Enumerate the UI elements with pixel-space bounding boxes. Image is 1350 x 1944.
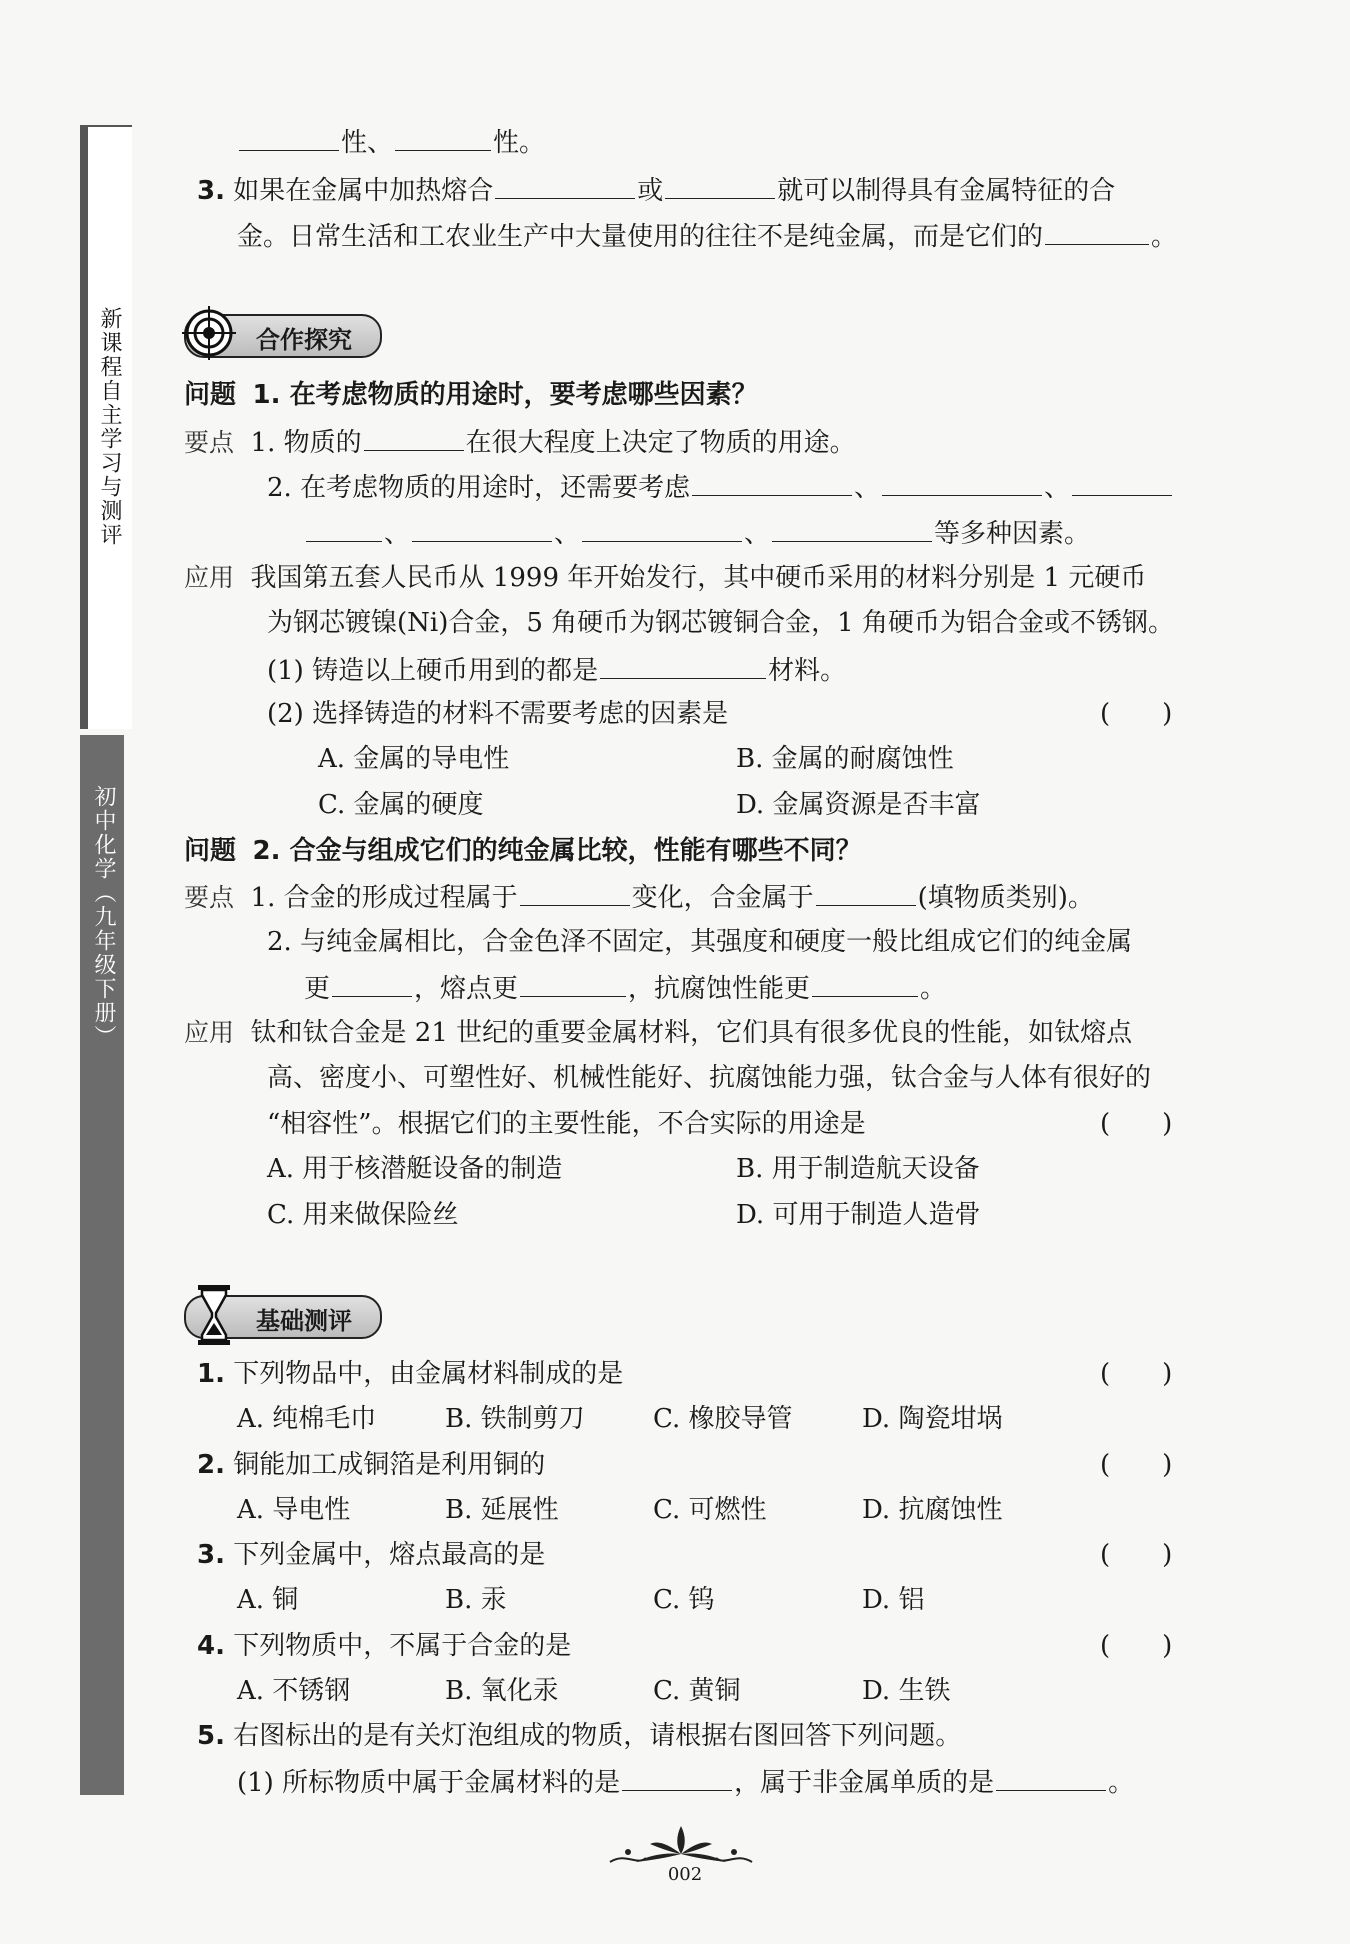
option-d: D. 抗腐蚀性 <box>862 1495 1003 1525</box>
option-a: A. 导电性 <box>237 1495 351 1525</box>
option-c: C. 用来做保险丝 <box>267 1200 459 1230</box>
answer-paren[interactable]: ( ) <box>1100 1359 1173 1389</box>
problem-2-key-2-cont: 更 ，熔点更 ，抗腐蚀性能更 。 <box>304 970 946 1006</box>
option-c: C. 金属的硬度 <box>318 790 484 820</box>
quiz-q3: 3. 下列金属中，熔点最高的是 <box>197 1540 546 1570</box>
option-c: C. 可燃性 <box>653 1495 767 1525</box>
intro-line-1: 性、 性。 <box>237 124 545 160</box>
problem-1-sub-1: (1) 铸造以上硬币用到的都是 材料。 <box>267 652 846 688</box>
problem-2-application-1: 应用 钛和钛合金是 21 世纪的重要金属材料，它们具有很多优良的性能，如钛熔点 <box>184 1018 1133 1048</box>
option-a: A. 金属的导电性 <box>318 744 510 774</box>
section-header-cooperation <box>184 314 382 358</box>
option-a: A. 用于核潜艇设备的制造 <box>267 1154 563 1184</box>
problem-2-heading: 问题 2. 合金与组成它们的纯金属比较，性能有哪些不同？ <box>184 836 862 866</box>
problem-1-key-2: 2. 在考虑物质的用途时，还需要考虑 、 、 <box>267 469 1174 505</box>
option-a: A. 不锈钢 <box>237 1676 351 1706</box>
problem-1-key-2-cont: 、 、 、 等多种因素。 <box>304 515 1090 551</box>
option-d: D. 陶瓷坩埚 <box>862 1404 1003 1434</box>
option-d: D. 可用于制造人造骨 <box>736 1200 981 1230</box>
quiz-q5: 5. 右图标出的是有关灯泡组成的物质，请根据右图回答下列问题。 <box>197 1721 962 1751</box>
target-icon <box>180 304 238 362</box>
quiz-q5-sub-1: (1) 所标物质中属于金属材料的是 ，属于非金属单质的是 。 <box>237 1764 1134 1800</box>
option-a: A. 纯棉毛巾 <box>237 1404 377 1434</box>
option-d: D. 铝 <box>862 1585 925 1615</box>
problem-1-sub-2: (2) 选择铸造的材料不需要考虑的因素是 <box>267 699 729 729</box>
option-c: C. 黄铜 <box>653 1676 741 1706</box>
option-c: C. 橡胶导管 <box>653 1404 793 1434</box>
option-c: C. 钨 <box>653 1585 715 1615</box>
option-b: B. 延展性 <box>445 1495 559 1525</box>
problem-2-key-2: 2. 与纯金属相比，合金色泽不固定，其强度和硬度一般比组成它们的纯金属 <box>267 927 1133 957</box>
section-header-basic-test <box>184 1295 382 1339</box>
answer-paren[interactable]: ( ) <box>1100 1109 1173 1139</box>
hourglass-icon <box>194 1283 234 1347</box>
series-title: 新课程自主学习与测评 <box>97 307 122 547</box>
problem-2-application-3: “相容性”。根据它们的主要性能，不合实际的用途是 <box>267 1109 866 1139</box>
quiz-q4: 4. 下列物质中，不属于合金的是 <box>197 1631 572 1661</box>
section-title: 基础测评 <box>256 1307 352 1335</box>
answer-paren[interactable]: ( ) <box>1100 1540 1173 1570</box>
option-b: B. 铁制剪刀 <box>445 1404 585 1434</box>
answer-paren[interactable]: ( ) <box>1100 1631 1173 1661</box>
sidebar-bottom-band <box>80 735 124 1795</box>
option-b: B. 金属的耐腐蚀性 <box>736 744 954 774</box>
quiz-q2: 2. 铜能加工成铜箔是利用铜的 <box>197 1450 546 1480</box>
option-b: B. 氧化汞 <box>445 1676 559 1706</box>
sidebar-top-band <box>80 125 132 729</box>
problem-1-application-1: 应用 我国第五套人民币从 1999 年开始发行，其中硬币采用的材料分别是 1 元硬币 <box>184 563 1147 593</box>
option-a: A. 铜 <box>237 1585 299 1615</box>
option-d: D. 金属资源是否丰富 <box>736 790 981 820</box>
option-b: B. 汞 <box>445 1585 507 1615</box>
page-number: 002 <box>667 1864 703 1885</box>
answer-paren[interactable]: ( ) <box>1100 699 1173 729</box>
problem-2-key-1: 要点 1. 合金的形成过程属于 变化，合金属于 (填物质类别)。 <box>184 879 1094 915</box>
problem-2-application-2: 高、密度小、可塑性好、机械性能好、抗腐蚀能力强，钛合金与人体有很好的 <box>267 1063 1152 1093</box>
problem-1-key-1: 要点 1. 物质的 在很大程度上决定了物质的用途。 <box>184 424 856 460</box>
section-title: 合作探究 <box>256 326 352 354</box>
option-d: D. 生铁 <box>862 1676 951 1706</box>
problem-1-application-2: 为钢芯镀镍(Ni)合金，5 角硬币为钢芯镀铜合金，1 角硬币为铝合金或不锈钢。 <box>267 608 1174 638</box>
intro-q3-line1: 3. 如果在金属中加热熔合 或 就可以制得具有金属特征的合 <box>197 172 1115 208</box>
option-b: B. 用于制造航天设备 <box>736 1154 980 1184</box>
book-title: 初中化学（九年级下册） <box>91 785 116 1049</box>
quiz-q1: 1. 下列物品中，由金属材料制成的是 <box>197 1359 624 1389</box>
problem-1-heading: 问题 1. 在考虑物质的用途时，要考虑哪些因素？ <box>184 380 758 410</box>
intro-q3-line2: 金。日常生活和工农业生产中大量使用的往往不是纯金属，而是它们的 。 <box>237 218 1177 254</box>
answer-paren[interactable]: ( ) <box>1100 1450 1173 1480</box>
